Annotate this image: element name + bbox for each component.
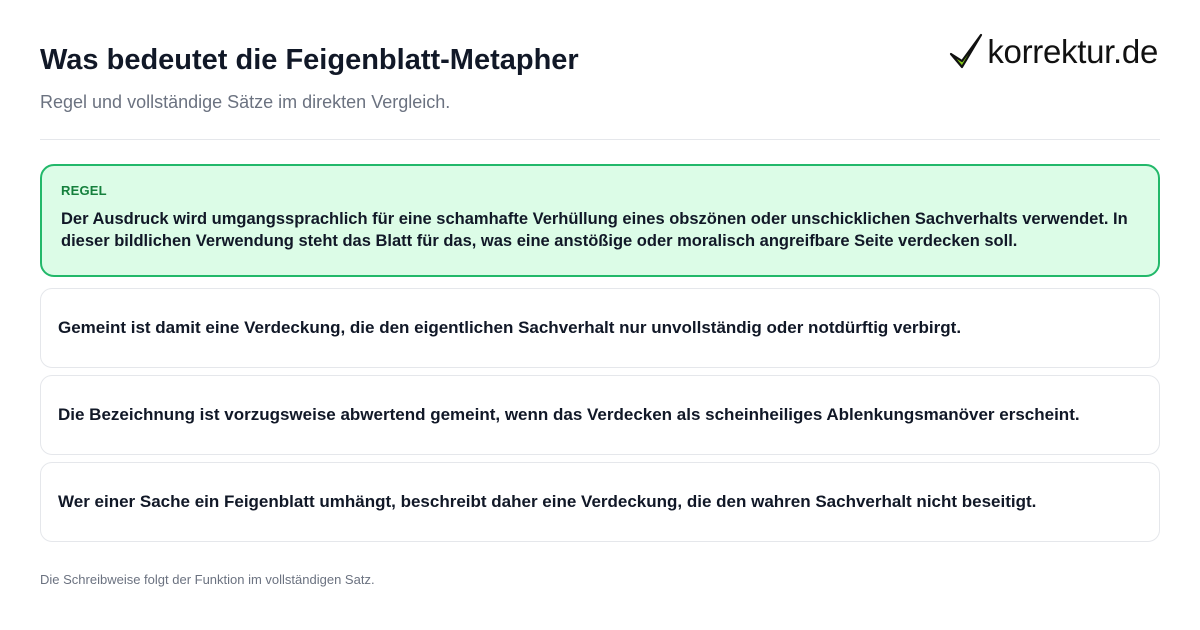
brand-logo[interactable] [949, 30, 1158, 74]
example-text: Die Bezeichnung ist vorzugsweise abwertend gemeint, wenn das Verdecken als scheinheiliges Ablenkungsmanöver erscheint. [58, 405, 1080, 424]
rule-card [40, 164, 1160, 277]
brand-name: korrektur.de [987, 33, 1158, 70]
rule-text: Der Ausdruck wird umgangssprachlich für eine schamhafte Verhüllung eines obszönen oder unschicklichen Sachverhalts verwendet. In dieser bildlichen Verwendung steht das Blatt für das, was eine anstößige oder moralisch angreifbare Seite verdecken soll. [61, 210, 1128, 250]
example-card [40, 375, 1160, 455]
header [40, 0, 1160, 140]
example-card [40, 462, 1160, 542]
example-text: Wer einer Sache ein Feigenblatt umhängt, beschreibt daher eine Verdeckung, die den wahren Sachverhalt nicht beseitigt. [58, 492, 1037, 511]
checkmark-icon [949, 32, 983, 72]
page-subtitle: Regel und vollständige Sätze im direkten Vergleich. [40, 92, 451, 112]
page [40, 0, 1160, 630]
example-text: Gemeint ist damit eine Verdeckung, die den eigentlichen Sachverhalt nur unvollständig oder notdürftig verbirgt. [58, 318, 962, 337]
example-card [40, 288, 1160, 368]
footer-note: Die Schreibweise folgt der Funktion im vollständigen Satz. [40, 572, 375, 587]
rule-label: REGEL [61, 183, 107, 198]
page-title: Was bedeutet die Feigenblatt-Metapher [40, 44, 579, 76]
